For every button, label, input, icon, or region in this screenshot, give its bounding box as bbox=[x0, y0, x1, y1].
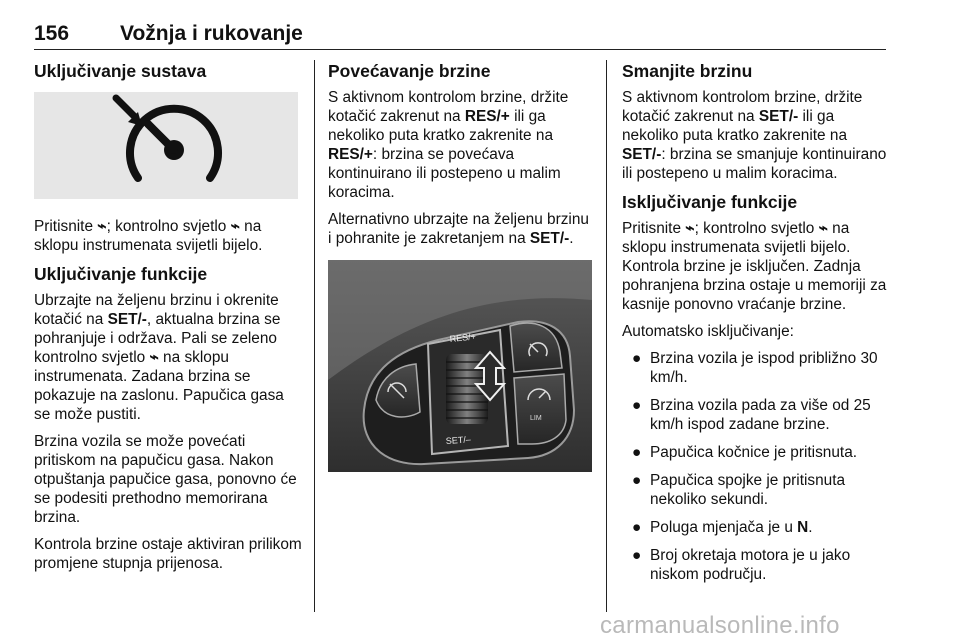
cruise-control-icon: ⌁ bbox=[818, 220, 828, 237]
bullet-icon: ● bbox=[632, 397, 642, 414]
column-1 bbox=[34, 60, 302, 581]
paragraph-gear-change: Kontrola brzine ostaje aktiviran prilikom promjene stupnja prijenosa. bbox=[34, 536, 302, 572]
paragraph-activate: Ubrzajte na željenu brzinu i okrenite kotačić na SET/-, aktualna brzina se pohranjuje i održava. Pali se zeleno kontrolno svjetlo ⌁ na sklopu instrumenata. Zadana brzina se pokazuje na zaslonu. Papučica gasa se može pustiti. bbox=[34, 292, 284, 423]
bullet-icon: ● bbox=[632, 547, 642, 564]
list-item: ● Brzina vozila pada za više od 25 km/h ispod zadane brzine. bbox=[632, 397, 871, 433]
cruise-off-icon: ⌁ bbox=[685, 220, 695, 237]
column-divider bbox=[606, 60, 607, 612]
cruise-control-symbol-figure bbox=[34, 92, 298, 199]
paragraph-switch-on: Pritisnite ⌁; kontrolno svjetlo ⌁ na sklopu instrumenata svijetli bijelo. bbox=[34, 218, 263, 254]
column-2 bbox=[328, 60, 592, 472]
list-item: ● Papučica spojke je pritisnuta nekoliko sekundi. bbox=[632, 472, 846, 508]
speed-limiter-button bbox=[514, 374, 566, 444]
list-item: ● Poluga mjenjača je u N. bbox=[632, 519, 813, 536]
list-item: ● Brzina vozila je ispod približno 30 km/h. bbox=[632, 350, 878, 386]
bullet-icon: ● bbox=[632, 519, 642, 536]
list-item: ● Broj okretaja motora je u jako niskom području. bbox=[632, 547, 851, 583]
heading-ukljucivanje-sustava: Uključivanje sustava bbox=[34, 61, 207, 81]
heading-povecavanje-brzine: Povećavanje brzine bbox=[328, 61, 491, 81]
paragraph-auto-off: Automatsko isključivanje: bbox=[622, 323, 794, 340]
paragraph-alternative: Alternativno ubrzajte na željenu brzinu i pohranite je zakretanjem na SET/-. bbox=[328, 211, 589, 247]
paragraph-deactivate: Pritisnite ⌁; kontrolno svjetlo ⌁ na sklopu instrumenata svijetli bijelo. Kontrola brzine je isključen. Zadnja pohranjena brzina ostaje u memoriji za kasnije ponovno vraćanje brzine. bbox=[622, 220, 887, 313]
column-3 bbox=[622, 60, 892, 593]
paragraph-accelerate: Brzina vozila se može povećati pritiskom na papučicu gasa. Nakon otpuštanja papučice gasa, ponovno će se podesiti prethodno memorirana brzina. bbox=[34, 433, 297, 526]
cruise-control-icon: ⌁ bbox=[230, 218, 240, 235]
res-label: RES/+ bbox=[449, 331, 477, 344]
lim-label: LIM bbox=[530, 415, 542, 422]
heading-ukljucivanje-funkcije: Uključivanje funkcije bbox=[34, 264, 208, 284]
page-header bbox=[34, 0, 886, 50]
watermark: carmanualsonline.info bbox=[600, 612, 840, 639]
list-item: ● Papučica kočnice je pritisnuta. bbox=[632, 444, 858, 461]
heading-smanjite-brzinu: Smanjite brzinu bbox=[622, 61, 753, 81]
page-title: Vožnja i rukovanje bbox=[120, 22, 303, 45]
cruise-control-icon: ⌁ bbox=[149, 349, 159, 366]
set-label: SET/– bbox=[445, 434, 472, 446]
column-divider bbox=[314, 60, 315, 612]
auto-off-conditions-list bbox=[622, 349, 892, 584]
paragraph-increase-speed: S aktivnom kontrolom brzine, držite kotačić zakrenut na RES/+ ili ga nekoliko puta kratko zakrenite na RES/+: brzina se povećava kontinuirano ili postepeno u malim koracima. bbox=[328, 89, 569, 201]
bullet-icon: ● bbox=[632, 444, 642, 461]
steering-wheel-controls-photo bbox=[328, 260, 592, 472]
bullet-icon: ● bbox=[632, 350, 642, 367]
bullet-icon: ● bbox=[632, 472, 642, 489]
paragraph-decrease-speed: S aktivnom kontrolom brzine, držite kotačić zakrenut na SET/- ili ga nekoliko puta kratko zakrenite na SET/-: brzina se smanjuje kontinuirano ili postepeno u malim koracima. bbox=[622, 89, 887, 182]
cruise-control-icon: ⌁ bbox=[97, 218, 107, 235]
heading-iskljucivanje-funkcije: Isključivanje funkcije bbox=[622, 192, 798, 212]
page-number: 156 bbox=[34, 22, 70, 45]
